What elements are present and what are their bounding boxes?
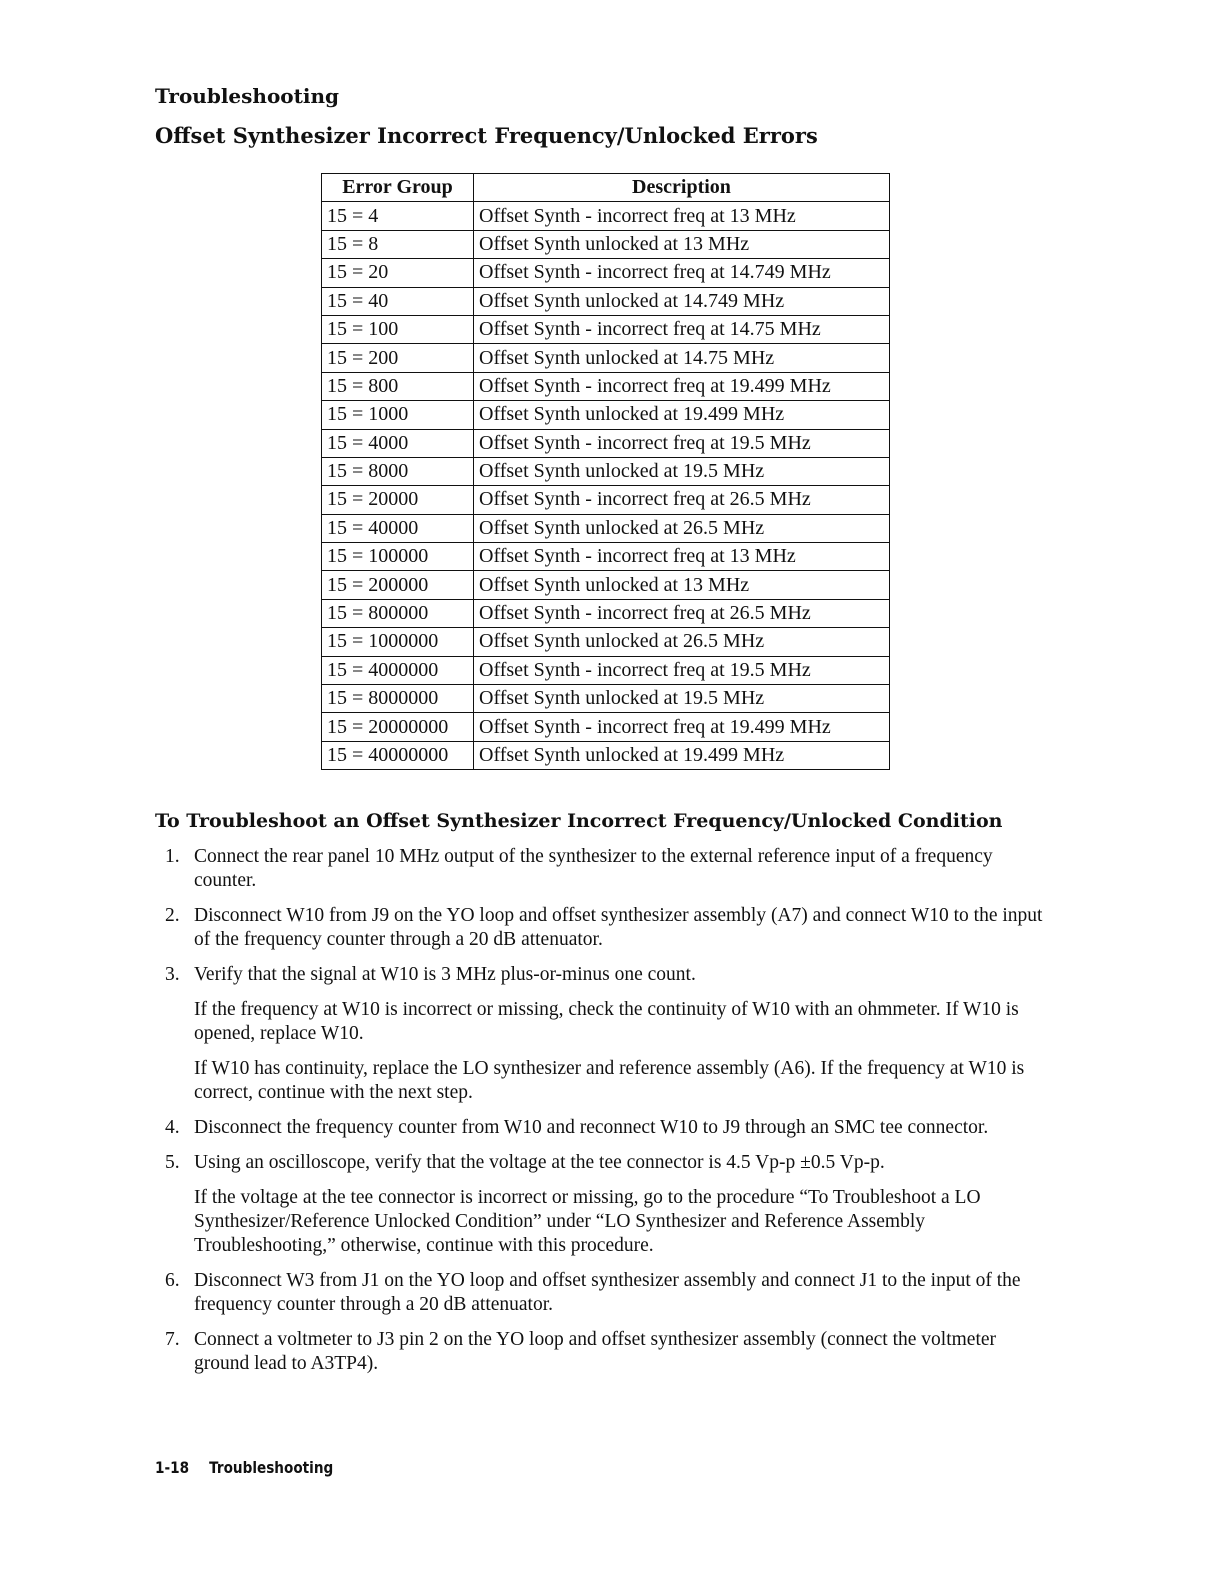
error-group-cell: 15 = 1000000 xyxy=(322,628,474,656)
error-group-cell: 15 = 200 xyxy=(322,344,474,372)
table-row xyxy=(322,713,890,741)
error-group-cell: 15 = 800 xyxy=(322,372,474,400)
error-group-cell: 15 = 100 xyxy=(322,315,474,343)
error-group-cell: 15 = 20000000 xyxy=(322,713,474,741)
step-text: Connect the rear panel 10 MHz output of the synthesizer to the external reference input of a frequency counter. xyxy=(194,846,993,891)
step-text: Disconnect W3 from J1 on the YO loop and offset synthesizer assembly and connect J1 to the input of the frequency counter through a 20 dB attenuator. xyxy=(194,1270,1021,1315)
error-group-cell: 15 = 1000 xyxy=(322,401,474,429)
description-cell: Offset Synth unlocked at 26.5 MHz xyxy=(474,628,890,656)
table-row xyxy=(322,344,890,372)
description-cell: Offset Synth unlocked at 14.75 MHz xyxy=(474,344,890,372)
procedure-step xyxy=(165,1116,1050,1140)
table-row xyxy=(322,372,890,400)
table-row xyxy=(322,230,890,258)
running-head: Troubleshooting xyxy=(155,84,339,108)
error-group-cell: 15 = 8000000 xyxy=(322,685,474,713)
error-table-body xyxy=(322,202,890,770)
description-cell: Offset Synth - incorrect freq at 19.5 MHz xyxy=(474,429,890,457)
table-row xyxy=(322,315,890,343)
error-group-cell: 15 = 8000 xyxy=(322,457,474,485)
step-number: 4. xyxy=(165,1117,180,1138)
table-row xyxy=(322,628,890,656)
step-text: Using an oscilloscope, verify that the voltage at the tee connector is 4.5 Vp-p ±0.5 Vp-p. xyxy=(194,1152,885,1173)
error-group-cell: 15 = 800000 xyxy=(322,599,474,627)
procedure-step xyxy=(165,1151,1050,1175)
table-row xyxy=(322,457,890,485)
step-note: If the voltage at the tee connector is incorrect or missing, go to the procedure “To Troubleshoot a LO Synthesizer/Reference Unlocked Condition” under “LO Synthesizer and Reference Assembly Troubleshooting,” otherwise, continue with this procedure. xyxy=(194,1187,981,1256)
header-description: Description xyxy=(474,174,890,202)
step-note: If W10 has continuity, replace the LO synthesizer and reference assembly (A6). If the frequency at W10 is correct, continue with the next step. xyxy=(194,1058,1025,1103)
error-group-cell: 15 = 40000 xyxy=(322,514,474,542)
table-row xyxy=(322,259,890,287)
step-text: Connect a voltmeter to J3 pin 2 on the YO loop and offset synthesizer assembly (connect the voltmeter ground lead to A3TP4). xyxy=(194,1329,997,1374)
description-cell: Offset Synth unlocked at 19.5 MHz xyxy=(474,457,890,485)
table-row xyxy=(322,741,890,769)
procedure-heading: To Troubleshoot an Offset Synthesizer Incorrect Frequency/Unlocked Condition xyxy=(155,810,1003,832)
error-group-cell: 15 = 200000 xyxy=(322,571,474,599)
description-cell: Offset Synth - incorrect freq at 14.75 MHz xyxy=(474,315,890,343)
table-row xyxy=(322,543,890,571)
step-number: 7. xyxy=(165,1329,180,1350)
description-cell: Offset Synth unlocked at 14.749 MHz xyxy=(474,287,890,315)
table-row xyxy=(322,514,890,542)
step-text: Disconnect W10 from J9 on the YO loop and offset synthesizer assembly (A7) and connect W10 to the input of the frequency counter through a 20 dB attenuator. xyxy=(194,905,1043,950)
table-row xyxy=(322,656,890,684)
description-cell: Offset Synth - incorrect freq at 26.5 MHz xyxy=(474,599,890,627)
step-text: Disconnect the frequency counter from W10 and reconnect W10 to J9 through an SMC tee connector. xyxy=(194,1117,989,1138)
section-title: Offset Synthesizer Incorrect Frequency/Unlocked Errors xyxy=(155,123,818,148)
table-row xyxy=(322,287,890,315)
error-group-cell: 15 = 4000 xyxy=(322,429,474,457)
step-number: 5. xyxy=(165,1152,180,1173)
description-cell: Offset Synth - incorrect freq at 14.749 MHz xyxy=(474,259,890,287)
step-text: Verify that the signal at W10 is 3 MHz plus-or-minus one count. xyxy=(194,964,696,985)
step-number: 3. xyxy=(165,964,180,985)
page-number: 1-18 xyxy=(155,1458,190,1477)
procedure-step xyxy=(165,845,1050,893)
description-cell: Offset Synth unlocked at 19.5 MHz xyxy=(474,685,890,713)
description-cell: Offset Synth - incorrect freq at 19.499 MHz xyxy=(474,713,890,741)
table-row xyxy=(322,202,890,230)
error-group-cell: 15 = 20000 xyxy=(322,486,474,514)
description-cell: Offset Synth unlocked at 19.499 MHz xyxy=(474,741,890,769)
procedure-step xyxy=(165,1269,1050,1317)
description-cell: Offset Synth - incorrect freq at 26.5 MHz xyxy=(474,486,890,514)
table-row xyxy=(322,401,890,429)
table-row xyxy=(322,685,890,713)
footer-section: Troubleshooting xyxy=(209,1458,334,1477)
description-cell: Offset Synth - incorrect freq at 13 MHz xyxy=(474,543,890,571)
error-group-cell: 15 = 8 xyxy=(322,230,474,258)
description-cell: Offset Synth - incorrect freq at 19.5 MHz xyxy=(474,656,890,684)
procedure-step xyxy=(165,963,1050,987)
error-table xyxy=(321,173,890,770)
procedure-step xyxy=(165,904,1050,952)
description-cell: Offset Synth - incorrect freq at 19.499 MHz xyxy=(474,372,890,400)
description-cell: Offset Synth unlocked at 13 MHz xyxy=(474,571,890,599)
table-row xyxy=(322,571,890,599)
error-group-cell: 15 = 4 xyxy=(322,202,474,230)
table-row xyxy=(322,599,890,627)
table-header-row xyxy=(322,174,890,202)
error-group-cell: 15 = 20 xyxy=(322,259,474,287)
table-row xyxy=(322,429,890,457)
step-number: 2. xyxy=(165,905,180,926)
description-cell: Offset Synth unlocked at 19.499 MHz xyxy=(474,401,890,429)
procedure-steps xyxy=(165,845,1050,1387)
description-cell: Offset Synth unlocked at 13 MHz xyxy=(474,230,890,258)
error-group-cell: 15 = 4000000 xyxy=(322,656,474,684)
description-cell: Offset Synth unlocked at 26.5 MHz xyxy=(474,514,890,542)
table-row xyxy=(322,486,890,514)
error-group-cell: 15 = 100000 xyxy=(322,543,474,571)
description-cell: Offset Synth - incorrect freq at 13 MHz xyxy=(474,202,890,230)
error-group-cell: 15 = 40000000 xyxy=(322,741,474,769)
procedure-step xyxy=(165,1328,1050,1376)
header-error-group: Error Group xyxy=(322,174,474,202)
step-number: 1. xyxy=(165,846,180,867)
error-group-cell: 15 = 40 xyxy=(322,287,474,315)
step-number: 6. xyxy=(165,1270,180,1291)
page-footer xyxy=(155,1458,333,1477)
step-note: If the frequency at W10 is incorrect or missing, check the continuity of W10 with an ohmmeter. If W10 is opened, replace W10. xyxy=(194,999,1019,1044)
